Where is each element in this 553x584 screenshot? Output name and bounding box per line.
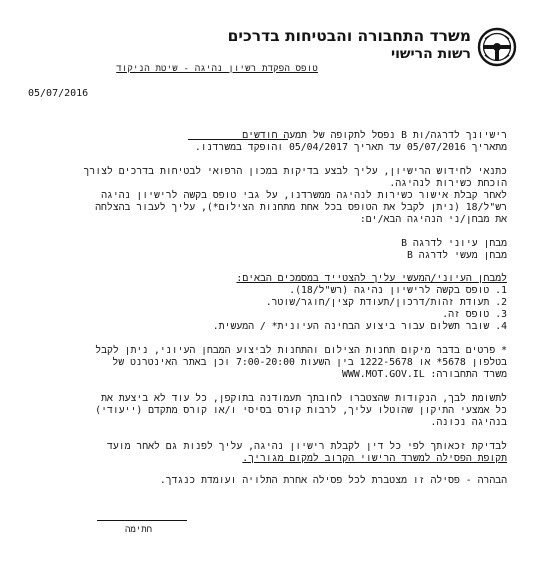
attention-line-3: בנהיגה נכונה. xyxy=(430,417,507,428)
document-item-3: 3. טופס זה. xyxy=(442,309,507,320)
document-item-4: 4. שובר תשלום עבור ביצוע הבחינה העיונית* / המעשית. xyxy=(212,321,507,332)
authority-name: רשות הרישוי xyxy=(390,46,471,62)
intro-line-4: רש"ל/18 (ניתן לקבל את הטופס בכל אחת מתחנות הצילום*), עליך לעבור בהצלחה xyxy=(95,202,507,213)
theory-test: מבחן עיוני לדרגה B xyxy=(401,238,507,249)
return-info-line-1: לבדיקת זכאותך לפי כל דין לקבלת רישיון נהיגה, עליך לפנות גם לאחר מועד xyxy=(106,441,507,452)
signature-label: חתימה xyxy=(125,525,153,535)
document-date: 05/07/2016 xyxy=(28,88,89,99)
documents-heading: למבחן העיוני/המעשי עליך להצטייד במסמכים הבאים: xyxy=(236,273,507,284)
form-subtitle: טופס הפקדת רשיון נהיגה - שיטת הניקוד xyxy=(116,64,318,74)
intro-line-3: לאחר קבלת אישור כשירות לנהיגה ממשרדנו, על גבי טופס בקשה לרישיון נהיגה xyxy=(101,190,507,201)
note-line-3: משרד התחבורה: WWW.MOT.GOV.IL xyxy=(342,369,507,380)
intro-line-2: הוכחת כשירות לנהיגה. xyxy=(389,178,507,189)
signature-line xyxy=(97,520,187,521)
license-line-1: רישיונך לדרגה/ות B נפסל לתקופה של תמעה חודשים xyxy=(242,130,507,141)
intro-line-1: כתנאי לחידוש הרישיון, עליך לבצע בדיקות במכון הרפואי לבטיחות בדרכים לצורך xyxy=(83,166,507,177)
clarification-text: הבהרה - פסילה זו מצטברת לכל פסילה אחרת התלויה ועומדת כנגדך. xyxy=(159,475,507,486)
ministry-name: משרד התחבורה והבטיחות בדרכים xyxy=(227,27,471,45)
license-line-2: מתאריך 05/07/2016 עד תאריך 05/04/2017 והופקד במשרדנו. xyxy=(194,142,507,153)
period-underline xyxy=(188,139,288,140)
note-line-2: בטלפון 5678* או 1222-5678 בין השעות 7:00-20:00 וכן באתר האינטרנט של xyxy=(112,357,507,368)
attention-line-1: לתשומת לבך, הנקודות שהצטברו לחובתך תעמודנה בתוקפן, כל עוד לא ביצעת את xyxy=(101,393,507,404)
return-info-line-2: תקופת הפסילה למשרד הרישוי הקרוב למקום מגוריך. xyxy=(242,453,507,464)
attention-line-2: כל אמצעי התיקון שהוטלו עליך, לרבות קורס בסיסי ו/או קורס מתקדם (ייעודי) xyxy=(95,405,507,416)
intro-line-5: את מבחן/ני הנהיגה הבא/ים: xyxy=(359,214,507,225)
document-item-1: 1. טופס בקשה לרישיון נהיגה (רש"ל/18). xyxy=(289,285,507,296)
note-line-1: * פרטים בדבר מיקום תחנות הצילום והתחנות לביצוע המבחן העיוני, ניתן לקבל xyxy=(95,345,507,356)
document-item-2: 2. תעודת זהות/דרכון/תעודת קצין/חוגר/שוטר. xyxy=(265,297,507,308)
steering-wheel-logo-icon xyxy=(477,27,517,67)
practical-test: מבחן מעשי לדרגה B xyxy=(406,250,507,261)
